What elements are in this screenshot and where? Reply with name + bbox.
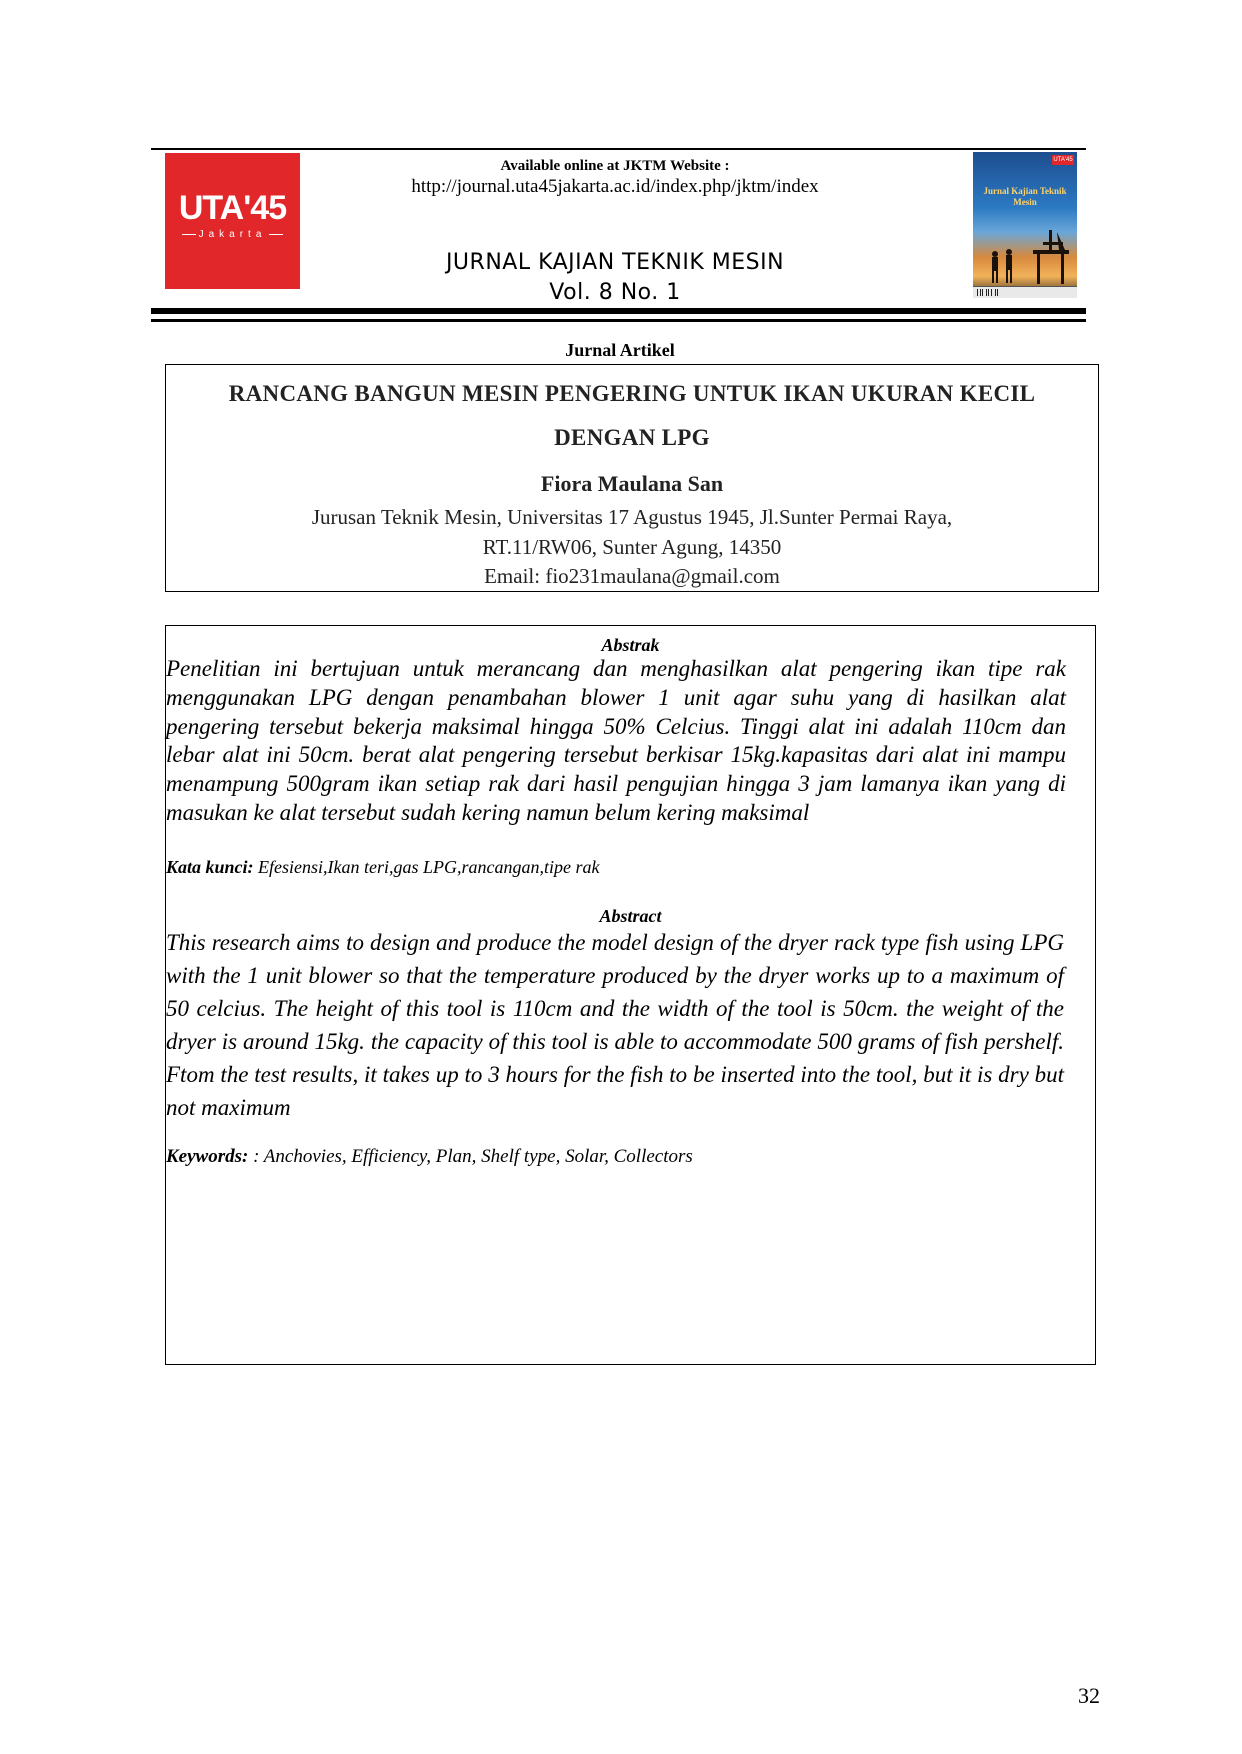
keywords-en-label: Keywords: (166, 1146, 249, 1167)
logo-text: UTA'45 (178, 189, 287, 227)
author-email[interactable]: Email: fio231maulana@gmail.com (484, 564, 780, 588)
affiliation-line2: RT.11/RW06, Sunter Agung, 14350 (482, 535, 782, 559)
available-online-label: Available online at JKTM Website : (500, 158, 730, 174)
article-title-line1: RANCANG BANGUN MESIN PENGERING UNTUK IKAN UKURAN KECIL (228, 381, 1036, 406)
cover-illustration (973, 152, 1077, 298)
journal-url[interactable]: http://journal.uta45jakarta.ac.id/index.php/jktm/index (411, 176, 819, 197)
abstract-en-keywords (166, 1146, 1066, 1168)
abstract-id-text: Penelitian ini bertujuan untuk merancang dan menghasilkan alat pengering ikan tipe rak menggunakan LPG dengan penambahan blower 1 unit agar suhu yang di hasilkan alat pengering tersebut bekerja maksimal hingga 50% Celcius. Tinggi alat ini adalah 110cm dan lebar alat ini 50cm. berat alat pengering tersebut berkisar 15kg.kapasitas dari alat ini mampu menampung 500gram ikan setiap rak dari hasil pengujian hingga 3 jam lamanya ikan yang di masukan ke alat tersebut sudah kering namun belum kering maksimal (166, 656, 1066, 825)
header-thin-rule (151, 319, 1086, 322)
cover-barcode (973, 286, 1077, 298)
journal-cover-image (973, 152, 1077, 298)
affiliation-line1: Jurusan Teknik Mesin, Universitas 17 Agustus 1945, Jl.Sunter Permai Raya, (311, 505, 953, 529)
article-type-label: Jurnal Artikel (565, 340, 675, 360)
header-thick-rule (151, 308, 1086, 314)
logo-subtext: Jakarta (165, 229, 300, 240)
abstract-id-heading: Abstrak (601, 635, 660, 655)
author-name: Fiora Maulana San (540, 471, 724, 496)
abstract-id-keywords (166, 857, 1066, 878)
uta45-logo (165, 153, 300, 289)
keywords-id-values: Efesiensi,Ikan teri,gas LPG,rancangan,tipe rak (258, 857, 600, 877)
header-top-rule (151, 148, 1086, 150)
page-number: 32 (1078, 1683, 1100, 1708)
journal-volume: Vol. 8 No. 1 (549, 280, 681, 305)
keywords-en-values: : Anchovies, Efficiency, Plan, Shelf type, Solar, Collectors (253, 1146, 693, 1167)
cover-title: Jurnal Kajian Teknik Mesin (983, 186, 1067, 207)
journal-title: JURNAL KAJIAN TEKNIK MESIN (445, 250, 785, 275)
article-title-line2: DENGAN LPG (554, 425, 710, 450)
abstract-en-text: This research aims to design and produce the model design of the dryer rack type fish using LPG with the 1 unit blower so that the temperature produced by the dryer works up to a maximum of 50 celcius. The height of this tool is 110cm and the width of the tool is 50cm. the weight of the dryer is around 15kg. the capacity of this tool is able to accommodate 500 grams of fish pershelf. Ftom the test results, it takes up to 3 hours for the fish to be inserted into the tool, but it is dry but not maximum (166, 930, 1064, 1120)
cover-badge: UTA'45 (1053, 157, 1073, 163)
keywords-id-label: Kata kunci: (166, 857, 254, 877)
abstract-en-heading: Abstract (599, 906, 662, 926)
